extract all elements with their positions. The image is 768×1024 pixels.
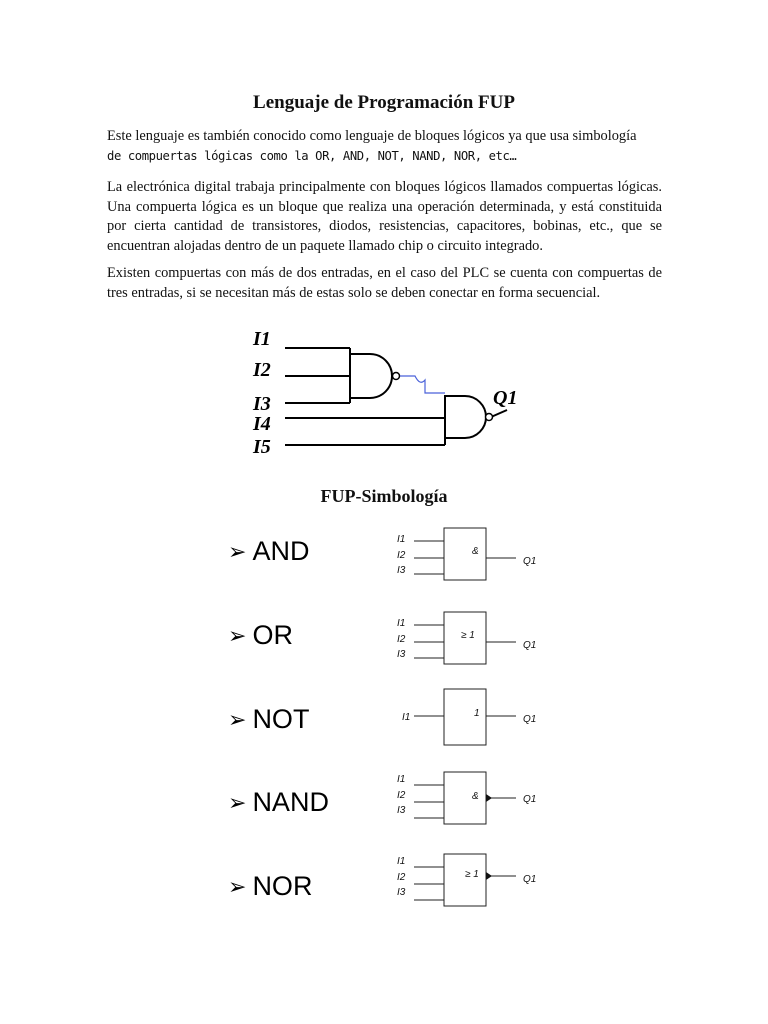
symbol-input-label: I1 bbox=[397, 774, 406, 785]
page-title: Lenguaje de Programación FUP bbox=[253, 92, 515, 113]
symbol-bullet-and bbox=[228, 536, 309, 567]
symbol-input-label: I3 bbox=[397, 887, 406, 898]
intro-paragraph bbox=[107, 127, 662, 166]
symbol-input-label: I2 bbox=[397, 550, 406, 561]
intro-line-2: de compuertas lógicas como la OR, AND, NOT, NAND, NOR, etc… bbox=[107, 148, 517, 163]
symbol-input-label: I3 bbox=[397, 805, 406, 816]
symbol-input-label: I1 bbox=[397, 618, 406, 629]
cascaded-nand-circuit bbox=[245, 320, 535, 465]
symbol-output-label: Q1 bbox=[523, 640, 537, 651]
symbol-output-label: Q1 bbox=[523, 556, 537, 567]
gate-function-label: & bbox=[472, 546, 479, 557]
negation-bubble bbox=[486, 414, 493, 421]
symbol-input-label: I2 bbox=[397, 790, 406, 801]
symbol-bullet-nor bbox=[228, 871, 312, 902]
symbol-output-label: Q1 bbox=[523, 794, 537, 805]
symbol-input-label: I3 bbox=[397, 565, 406, 576]
arrow-bullet-icon: ➢ bbox=[228, 538, 247, 564]
negation-marker-icon bbox=[486, 872, 492, 880]
symbol-name: OR bbox=[252, 620, 293, 650]
symbol-input-label: I2 bbox=[397, 634, 406, 645]
gate-function-label: ≥ 1 bbox=[465, 869, 479, 880]
arrow-bullet-icon: ➢ bbox=[228, 873, 247, 899]
symbol-input-label: I1 bbox=[397, 534, 406, 545]
plc-inputs-paragraph: Existen compuertas con más de dos entradas, en el caso del PLC se cuenta con compuertas de tres entradas, si se necesitan más de estas solo se deben conectar en forma secuencial. bbox=[107, 265, 662, 301]
symbol-name: NOR bbox=[252, 871, 313, 901]
digital-electronics-paragraph: La electrónica digital trabaja principalmente con bloques lógicos llamados compuertas lógicas. Una compuerta lógica es un bloque que realiza una operación determinada, y está constituida por cierta cantidad de transistores, diodos, resistencias, capacitores, bobinas, etc., que se encuentran alojadas dentro de un paquete llamado chip o circuito integrado. bbox=[107, 179, 662, 254]
circuit-input-label: I2 bbox=[253, 359, 271, 381]
arrow-bullet-icon: ➢ bbox=[228, 622, 247, 648]
or-block-symbol bbox=[392, 608, 552, 668]
gate-function-label: ≥ 1 bbox=[461, 630, 475, 641]
negation-marker-icon bbox=[486, 794, 492, 802]
symbol-name: NAND bbox=[252, 787, 329, 817]
not-block-symbol bbox=[392, 686, 552, 746]
and-block-symbol bbox=[392, 524, 552, 584]
negation-bubble bbox=[393, 373, 400, 380]
arrow-bullet-icon: ➢ bbox=[228, 706, 247, 732]
gate-function-label: & bbox=[472, 791, 479, 802]
symbol-bullet-nand bbox=[228, 787, 329, 818]
nor-block-symbol bbox=[392, 850, 552, 910]
section-subtitle: FUP-Simbología bbox=[320, 486, 448, 506]
intro-line-1: Este lenguaje es también conocido como lenguaje de bloques lógicos ya que usa simbología bbox=[107, 128, 637, 144]
symbol-bullet-or bbox=[228, 620, 293, 651]
symbol-input-label: I2 bbox=[397, 872, 406, 883]
symbol-input-label: I1 bbox=[397, 856, 406, 867]
symbol-output-label: Q1 bbox=[523, 714, 537, 725]
nand-block-symbol bbox=[392, 768, 552, 828]
symbol-name: AND bbox=[252, 536, 310, 566]
symbol-input-label: I1 bbox=[402, 712, 411, 723]
circuit-input-label: I1 bbox=[253, 328, 271, 350]
symbol-output-label: Q1 bbox=[523, 874, 537, 885]
symbol-name: NOT bbox=[252, 704, 310, 734]
symbol-bullet-not bbox=[228, 704, 309, 735]
symbol-input-label: I3 bbox=[397, 649, 406, 660]
gate-function-label: 1 bbox=[474, 708, 480, 719]
circuit-input-label: I3 bbox=[253, 393, 271, 415]
circuit-input-label: I4 bbox=[253, 413, 271, 435]
circuit-input-label: I5 bbox=[253, 436, 271, 458]
circuit-output-label: Q1 bbox=[493, 387, 518, 409]
arrow-bullet-icon: ➢ bbox=[228, 789, 247, 815]
